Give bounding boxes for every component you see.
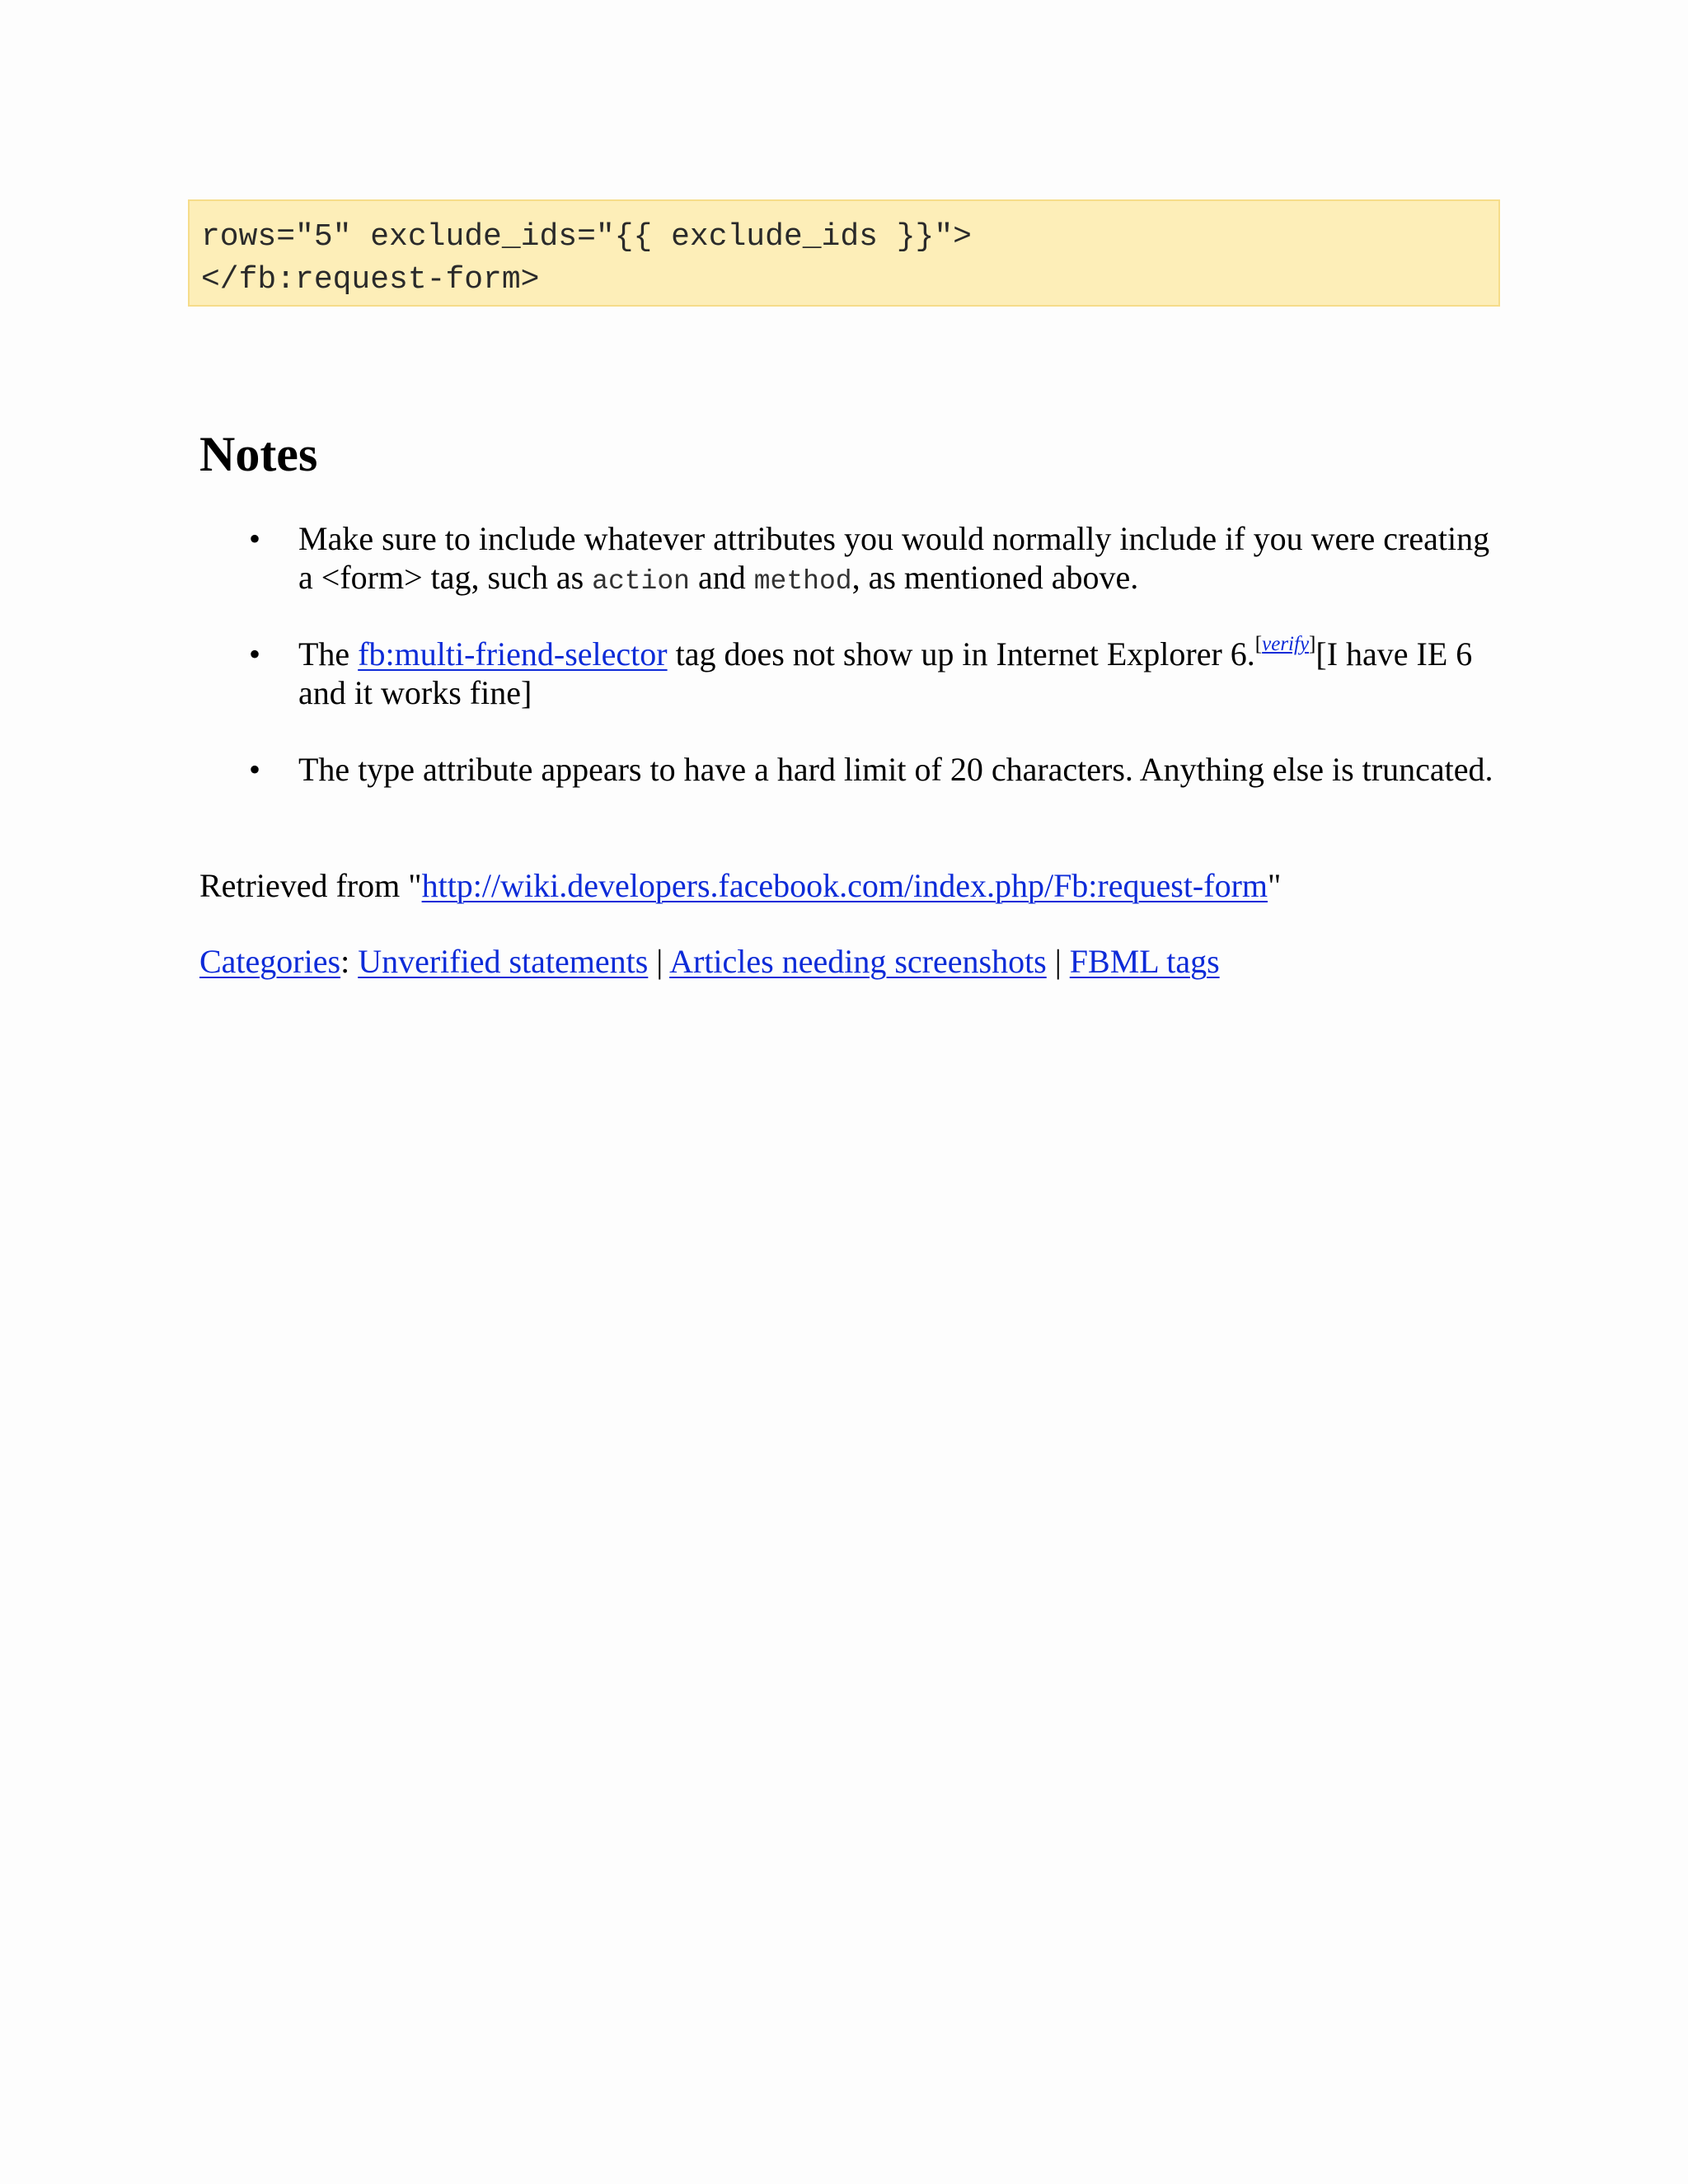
retrieved-suffix: " bbox=[1268, 867, 1282, 904]
categories-link[interactable]: Categories bbox=[199, 943, 341, 980]
inline-code-action: action bbox=[592, 566, 690, 597]
note-text: The bbox=[298, 635, 359, 673]
categories-bar bbox=[199, 942, 1220, 981]
note-text: [I have IE 6 and it works fine] bbox=[298, 635, 1473, 711]
retrieved-from bbox=[199, 866, 1281, 905]
note-text: and bbox=[689, 559, 754, 596]
verify-tag bbox=[1255, 633, 1316, 655]
multi-friend-selector-link[interactable]: fb:multi-friend-selector bbox=[358, 635, 668, 673]
source-url-link[interactable]: http://wiki.developers.facebook.com/index.php/Fb:request-form bbox=[421, 867, 1268, 904]
code-line: rows="5" exclude_ids="{{ exclude_ids }}"> bbox=[201, 219, 972, 255]
note-text: tag does not show up in Internet Explorer 6. bbox=[667, 635, 1255, 673]
code-block bbox=[188, 199, 1500, 307]
bullet-icon: • bbox=[249, 635, 261, 673]
note-text: , as mentioned above. bbox=[851, 559, 1139, 596]
retrieved-prefix: Retrieved from " bbox=[199, 867, 422, 904]
note-item-type-limit bbox=[249, 750, 1510, 789]
note-item-ie6 bbox=[249, 633, 1510, 712]
category-articles-needing-screenshots[interactable]: Articles needing screenshots bbox=[669, 943, 1047, 980]
code-line: </fb:request-form> bbox=[201, 262, 540, 298]
category-separator: | bbox=[648, 943, 670, 980]
category-fbml-tags[interactable]: FBML tags bbox=[1069, 943, 1220, 980]
bullet-icon: • bbox=[249, 520, 261, 557]
bullet-icon: • bbox=[249, 751, 261, 788]
categories-colon: : bbox=[340, 943, 359, 980]
verify-bracket-open: [ bbox=[1254, 633, 1263, 655]
note-text: Make sure to include whatever attributes you would normally include if you were creating a <form> tag, such as bbox=[298, 520, 1490, 596]
category-unverified-statements[interactable]: Unverified statements bbox=[358, 943, 649, 980]
note-item-form-attributes bbox=[249, 519, 1510, 601]
inline-code-method: method bbox=[753, 566, 852, 597]
verify-bracket-close: ] bbox=[1309, 633, 1316, 655]
verify-link[interactable]: verify bbox=[1262, 633, 1310, 655]
category-separator: | bbox=[1046, 943, 1070, 980]
note-text: The type attribute appears to have a hard limit of 20 characters. Anything else is truncated. bbox=[298, 751, 1493, 788]
notes-heading: Notes bbox=[199, 427, 318, 481]
